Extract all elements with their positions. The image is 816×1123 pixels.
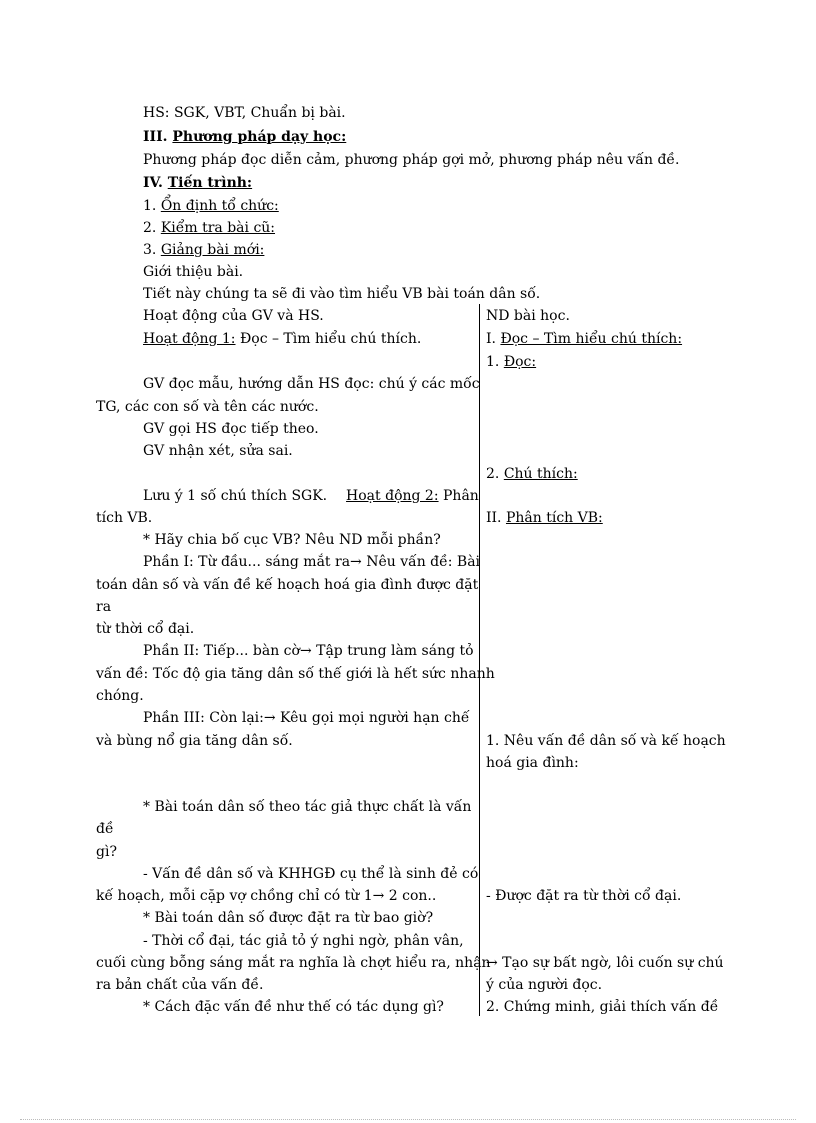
left-line: ra bản chất của vấn đề. [96,977,264,993]
step-3-number: 3. [143,242,157,258]
intro-text: Tiết này chúng ta sẽ đi vào tìm hiểu VB bài toán dân số. [143,286,541,302]
column-divider [479,304,480,1016]
section-3-number: III. [143,129,168,145]
section-3-heading [143,127,346,147]
activity-1-text: Đọc – Tìm hiểu chú thích. [235,331,422,347]
left-line: đề [96,821,114,837]
activity-2-line [143,486,479,506]
right-subheading-notes-title: Chú thích: [503,466,578,482]
activity-1-label: Hoạt động 1: [143,331,236,347]
step-1-number: 1. [143,198,157,214]
right-line: hoá gia đình: [486,755,579,771]
right-line: - Được đặt ra từ thời cổ đại. [486,888,682,904]
right-heading-1-title: Đọc – Tìm hiểu chú thích: [500,331,683,347]
left-line: ra [96,599,112,615]
left-line: Phần III: Còn lại:→ Kêu gọi mọi người hạn chế [143,710,470,726]
step-1-label: Ổn định tổ chức: [160,198,279,214]
left-line: Phần II: Tiếp... bàn cờ→ Tập trung làm sáng tỏ [143,643,474,659]
left-line: * Hãy chia bố cục VB? Nêu ND mỗi phần? [143,532,441,548]
step-3-label: Giảng bài mới: [160,242,265,258]
right-subheading-notes-number: 2. [486,466,500,482]
right-line: 2. Chứng minh, giải thích vấn đề [486,999,719,1015]
left-line: cuối cùng bỗng sáng mắt ra nghĩa là chợt hiểu ra, nhận [96,955,491,971]
left-line: tích VB. [96,510,153,526]
left-line: TG, các con số và tên các nước. [96,399,319,415]
left-line: vấn đề: Tốc độ gia tăng dân số thế giới là hết sức nhanh [96,666,495,682]
right-subheading-doc-number: 1. [486,354,500,370]
step-1 [143,196,279,216]
left-line: GV nhận xét, sửa sai. [143,443,293,459]
hs-preparation: HS: SGK, VBT, Chuẩn bị bài. [143,105,346,121]
section-3-title: Phương pháp dạy học: [172,129,347,145]
left-line: GV đọc mẫu, hướng dẫn HS đọc: chú ý các mốc [143,376,480,392]
left-line: toán dân số và vấn đề kế hoạch hoá gia đình được đặt [96,577,479,593]
activity-1-line [143,329,421,349]
left-line: gì? [96,844,117,860]
page-bottom-border [20,1119,796,1120]
methods-text: Phương pháp đọc diễn cảm, phương pháp gợi mở, phương pháp nêu vấn đề. [143,152,680,168]
right-subheading-notes [486,464,578,484]
left-line: * Cách đặc vấn đề như thế có tác dụng gì? [143,999,444,1015]
activity-2-text: Phân [438,488,479,504]
right-heading-2-number: II. [486,510,502,526]
right-line: → Tạo sự bất ngờ, lôi cuốn sự chú [486,955,724,971]
section-4-heading [143,173,252,193]
intro-label: Giới thiệu bài. [143,264,244,280]
left-line: từ thời cổ đại. [96,621,195,637]
left-line: * Bài toán dân số theo tác giả thực chất là vấn [143,799,472,815]
step-2-number: 2. [143,220,157,236]
right-subheading-doc-title: Đọc: [503,354,537,370]
right-line: ý của người đọc. [486,977,603,993]
left-line: * Bài toán dân số được đặt ra từ bao giờ? [143,910,434,926]
note-text: Lưu ý 1 số chú thích SGK. [143,488,328,504]
left-line: Phần I: Từ đầu... sáng mắt ra→ Nêu vấn đề: Bài [143,554,481,570]
right-heading-1 [486,329,682,349]
section-4-number: IV. [143,175,163,191]
activity-2-label: Hoạt động 2: [346,488,439,504]
left-line: - Thời cổ đại, tác giả tỏ ý nghi ngờ, phân vân, [143,933,464,949]
left-line: chóng. [96,688,144,704]
left-line: kế hoạch, mỗi cặp vợ chồng chỉ có từ 1→ 2 con.. [96,888,437,904]
left-line: GV gọi HS đọc tiếp theo. [143,421,319,437]
step-2-label: Kiểm tra bài cũ: [160,220,276,236]
right-line: 1. Nêu vấn đề dân số và kế hoạch [486,733,726,749]
right-column-header: ND bài học. [486,308,570,324]
step-3 [143,240,264,260]
left-line: - Vấn đề dân số và KHHGĐ cụ thể là sinh đẻ có [143,866,479,882]
right-heading-1-number: I. [486,331,496,347]
left-line: và bùng nổ gia tăng dân số. [96,733,293,749]
step-2 [143,218,275,238]
right-subheading-doc [486,352,536,372]
left-column-header: Hoạt động của GV và HS. [143,308,324,324]
section-4-title: Tiến trình: [167,175,253,191]
right-heading-2 [486,508,603,528]
right-heading-2-title: Phân tích VB: [505,510,603,526]
